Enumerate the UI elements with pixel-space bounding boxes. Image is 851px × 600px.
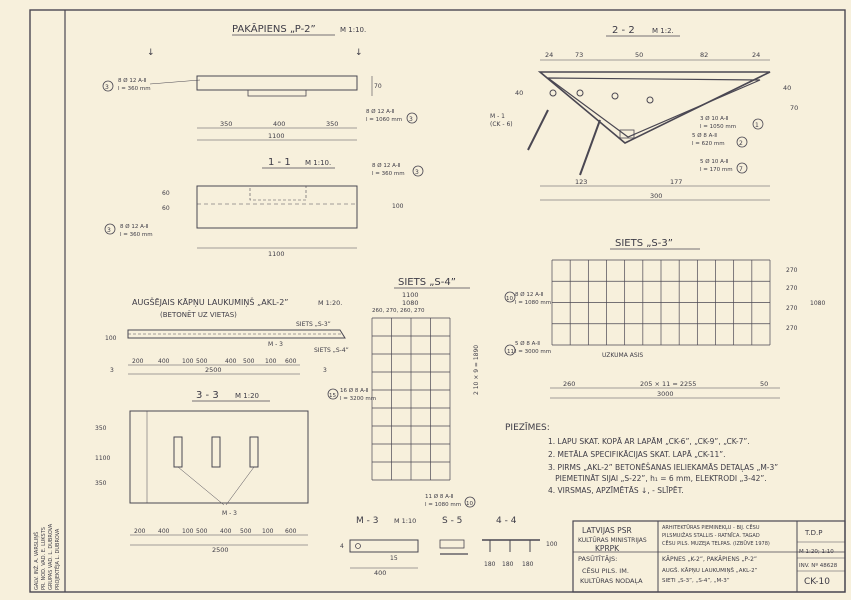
svg-text:24: 24 [752,51,761,59]
dim: 350 [326,120,339,128]
svg-text:(BETONĒT UZ VIETAS): (BETONĒT UZ VIETAS) [160,311,237,319]
rebar-callout: 8 Ø 12 A-Ⅱ [118,78,147,84]
rebar-callout: l = 360 mm [118,86,151,92]
svg-text:1080: 1080 [810,300,826,307]
svg-text:350: 350 [95,425,107,432]
org-ministry: KULTŪRAS MINISTRIJAS [578,537,647,544]
svg-text:400: 400 [158,358,170,365]
svg-text:l = 3200 mm: l = 3200 mm [340,396,377,402]
title-akl2: AUGŠĒJAIS KĀPŅU LAUKUMIŅŠ „AKL-2” [132,298,289,307]
svg-text:3 Ø 10 A-Ⅱ: 3 Ø 10 A-Ⅱ [700,116,729,122]
org-kprpk: KPRPK [595,544,620,553]
svg-text:CĒSU PILS. IM.: CĒSU PILS. IM. [582,567,629,575]
svg-text:500: 500 [243,358,255,365]
note: 3. PIRMS „AKL-2” BETONĒŠANAS IELIEKAMĀS DETAĻAS „M-3” [548,463,779,472]
svg-text:15: 15 [390,555,398,562]
svg-text:100: 100 [546,541,558,548]
title-siets-s3: SIETS „S-3” [615,238,673,249]
step-triangle [540,72,770,143]
svg-text:l = 1050 mm: l = 1050 mm [700,124,737,130]
notes-heading: PIEZĪMES: [505,423,550,433]
stage: T.D.P [805,529,823,537]
svg-text:8 Ø 12 A-Ⅱ: 8 Ø 12 A-Ⅱ [515,292,544,298]
side-stamp [32,523,61,590]
svg-text:400: 400 [225,358,237,365]
svg-text:KULTŪRAS NODAĻA: KULTŪRAS NODAĻA [580,577,643,585]
svg-text:↓: ↓ [147,48,155,58]
svg-text:100: 100 [105,335,117,342]
svg-text:350: 350 [95,480,107,487]
svg-text:10: 10 [466,501,473,507]
inventory-number: INV. Nº 48628 [799,563,838,569]
svg-text:M - 3: M - 3 [222,510,237,517]
svg-text:270: 270 [786,285,798,292]
svg-text:70: 70 [374,83,382,90]
note: PIEMETINĀT SIJAI „S-22”, h₁ = 6 mm, ELEKTRODI „3-42”. [548,474,767,483]
title-section22: 2 - 2 [612,25,635,36]
svg-text:180: 180 [502,561,514,568]
dim: 350 [220,120,233,128]
svg-text:300: 300 [650,192,663,200]
svg-text:205 × 11 = 2255: 205 × 11 = 2255 [640,380,697,388]
svg-text:PASŪTĪTĀJS:: PASŪTĪTĀJS: [578,555,618,563]
svg-text:8 Ø 12 A-Ⅱ: 8 Ø 12 A-Ⅱ [120,224,149,230]
rebar-callout: l = 1060 mm [366,117,403,123]
svg-text:SIETS „S-4”: SIETS „S-4” [314,347,349,354]
svg-text:2 10 × 9 = 1890: 2 10 × 9 = 1890 [473,344,480,395]
svg-text:100: 100 [182,528,194,535]
note: 1. LAPU SKAT. KOPĀ AR LAPĀM „CK-6”, „CK-9”, „CK-7”. [548,437,750,446]
svg-text:3: 3 [105,84,109,91]
svg-text:10: 10 [506,296,513,302]
svg-text:1080: 1080 [402,299,419,307]
svg-text:M 1:10: M 1:10 [394,517,417,525]
svg-text:260, 270, 260, 270: 260, 270, 260, 270 [372,308,425,314]
svg-text:600: 600 [285,528,297,535]
svg-text:7: 7 [739,166,743,173]
svg-text:3: 3 [107,227,111,234]
rebar-callout: l = 360 mm [372,171,405,177]
svg-text:M - 3: M - 3 [268,341,283,348]
svg-text:123: 123 [575,178,588,186]
svg-text:3000: 3000 [657,390,674,398]
scale-pakapiens: M 1:10. [340,26,367,34]
svg-text:11: 11 [507,349,514,355]
title-section33: 3 - 3 [196,390,219,401]
stamp-line: PROJEKTĒJA L. DUBROVA [55,528,61,590]
stamp-line: GRUPAS VAD. L. DUBROVA [48,523,54,590]
svg-text:100: 100 [265,358,277,365]
title-block [573,521,845,592]
svg-text:l = 3000 mm: l = 3000 mm [515,349,552,355]
svg-text:100: 100 [392,203,404,210]
title-s5: S - 5 [442,516,463,526]
svg-text:180: 180 [522,561,534,568]
svg-text:40: 40 [515,89,524,97]
svg-text:400: 400 [374,569,387,577]
svg-text:CĒSU PILS. MUZEJA TELPAS. (IZB: CĒSU PILS. MUZEJA TELPAS. (IZBŪVE 1978) [662,541,770,547]
svg-text:SIETI „S-3”, „S-4”, „M-3”: SIETI „S-3”, „S-4”, „M-3” [662,578,730,584]
step-section [197,186,357,228]
svg-text:40: 40 [783,84,792,92]
svg-text:200: 200 [134,528,146,535]
svg-text:73: 73 [575,51,584,59]
svg-text:100: 100 [182,358,194,365]
stamp-line: PR. NOD. VAD. E. LUKSTS [41,527,47,590]
svg-text:↓: ↓ [355,48,363,58]
svg-text:16 Ø 8 A-Ⅱ: 16 Ø 8 A-Ⅱ [340,388,369,394]
svg-text:1: 1 [755,122,759,129]
svg-text:100: 100 [262,528,274,535]
title-section44: 4 - 4 [496,516,517,526]
svg-text:M 1:20: M 1:20 [235,392,259,400]
mesh-s4 [372,318,450,480]
svg-text:180: 180 [484,561,496,568]
title-section11: 1 - 1 [268,157,291,168]
svg-text:l = 620 mm: l = 620 mm [692,141,725,147]
svg-text:82: 82 [700,51,709,59]
svg-text:5 Ø 10 A-Ⅱ: 5 Ø 10 A-Ⅱ [700,159,729,165]
svg-text:M - 1: M - 1 [490,113,505,120]
scale-section22: M 1:2. [652,27,674,35]
svg-text:2: 2 [739,140,743,147]
svg-text:4: 4 [340,543,344,550]
svg-text:24: 24 [545,51,554,59]
svg-text:3: 3 [110,367,114,374]
svg-text:50: 50 [760,380,769,388]
svg-text:1100: 1100 [402,291,419,299]
svg-text:260: 260 [563,380,576,388]
svg-text:270: 270 [786,267,798,274]
dim: 400 [273,120,286,128]
svg-text:270: 270 [786,305,798,312]
svg-text:SIETS „S-3”: SIETS „S-3” [296,321,331,328]
step-plan [197,76,357,90]
svg-text:AUGŠ. KĀPŅU LAUKUMIŅŠ „AKL-2”: AUGŠ. KĀPŅU LAUKUMIŅŠ „AKL-2” [662,568,758,574]
note: 2. METĀLA SPECIFIKĀCIJAS SKAT. LAPĀ „CK-11”. [548,450,726,459]
sheet-number: CK-10 [804,577,830,587]
svg-text:70: 70 [790,104,799,112]
svg-text:50: 50 [635,51,644,59]
svg-text:3: 3 [323,367,327,374]
stamp-line: GALV. INŽ. A. VARSLIŅŠ [34,531,40,590]
drawing-name: KĀPNES „K-2”, PAKĀPIENS „P-2” [662,556,757,563]
title-siets-s4: SIETS „S-4” [398,277,456,288]
svg-text:500: 500 [196,358,208,365]
svg-text:60: 60 [162,190,170,197]
scale-section11: M 1:10. [305,159,332,167]
svg-text:(CK - 6): (CK - 6) [490,121,513,128]
title-m3: M - 3 [356,516,379,526]
svg-text:1100: 1100 [95,455,111,462]
svg-text:3: 3 [409,116,413,123]
svg-text:15: 15 [329,393,336,399]
svg-text:500: 500 [196,528,208,535]
title-pakapiens: PAKĀPIENS „P-2” [232,24,316,35]
svg-text:5 Ø 8 A-Ⅱ: 5 Ø 8 A-Ⅱ [692,133,717,139]
svg-text:M 1:20.: M 1:20. [318,299,343,307]
project-name: ARHITEKTŪRAS PIEMINEKĻU - BIJ. CĒSU [662,525,760,531]
svg-text:5 Ø 8 A-Ⅱ: 5 Ø 8 A-Ⅱ [515,341,540,347]
svg-text:l = 360 mm: l = 360 mm [120,232,153,238]
svg-text:177: 177 [670,178,683,186]
svg-text:l = 170 mm: l = 170 mm [700,167,733,173]
svg-text:500: 500 [240,528,252,535]
svg-text:UZKUMA ASIS: UZKUMA ASIS [602,352,644,359]
mesh-s3 [552,260,770,345]
rebar-callout: 8 Ø 12 A-Ⅱ [372,163,401,169]
svg-text:400: 400 [158,528,170,535]
svg-text:11 Ø 8 A-Ⅱ: 11 Ø 8 A-Ⅱ [425,494,454,500]
svg-text:60: 60 [162,205,170,212]
slab-plan [130,411,308,503]
dim: 1100 [268,250,285,258]
rebar-callout: 8 Ø 12 A-Ⅱ [366,109,395,115]
note: 4. VIRSMAS, APZĪMĒTĀS ↓, - SLĪPĒT. [548,486,684,495]
svg-text:270: 270 [786,325,798,332]
svg-text:400: 400 [220,528,232,535]
svg-text:l = 1080 mm: l = 1080 mm [425,502,462,508]
dim: 1100 [268,132,285,140]
scale: M 1:20; 1:10 [799,549,834,555]
svg-text:2500: 2500 [212,546,229,554]
svg-text:l = 1080 mm: l = 1080 mm [515,300,552,306]
org-name: LATVIJAS PSR [582,526,632,535]
svg-text:600: 600 [285,358,297,365]
svg-text:2500: 2500 [205,366,222,374]
svg-text:PILSMUIŽAS STALLIS - RATNĪCA.: PILSMUIŽAS STALLIS - RATNĪCA. TAGAD [662,533,760,539]
svg-text:3: 3 [415,169,419,176]
svg-text:200: 200 [132,358,144,365]
